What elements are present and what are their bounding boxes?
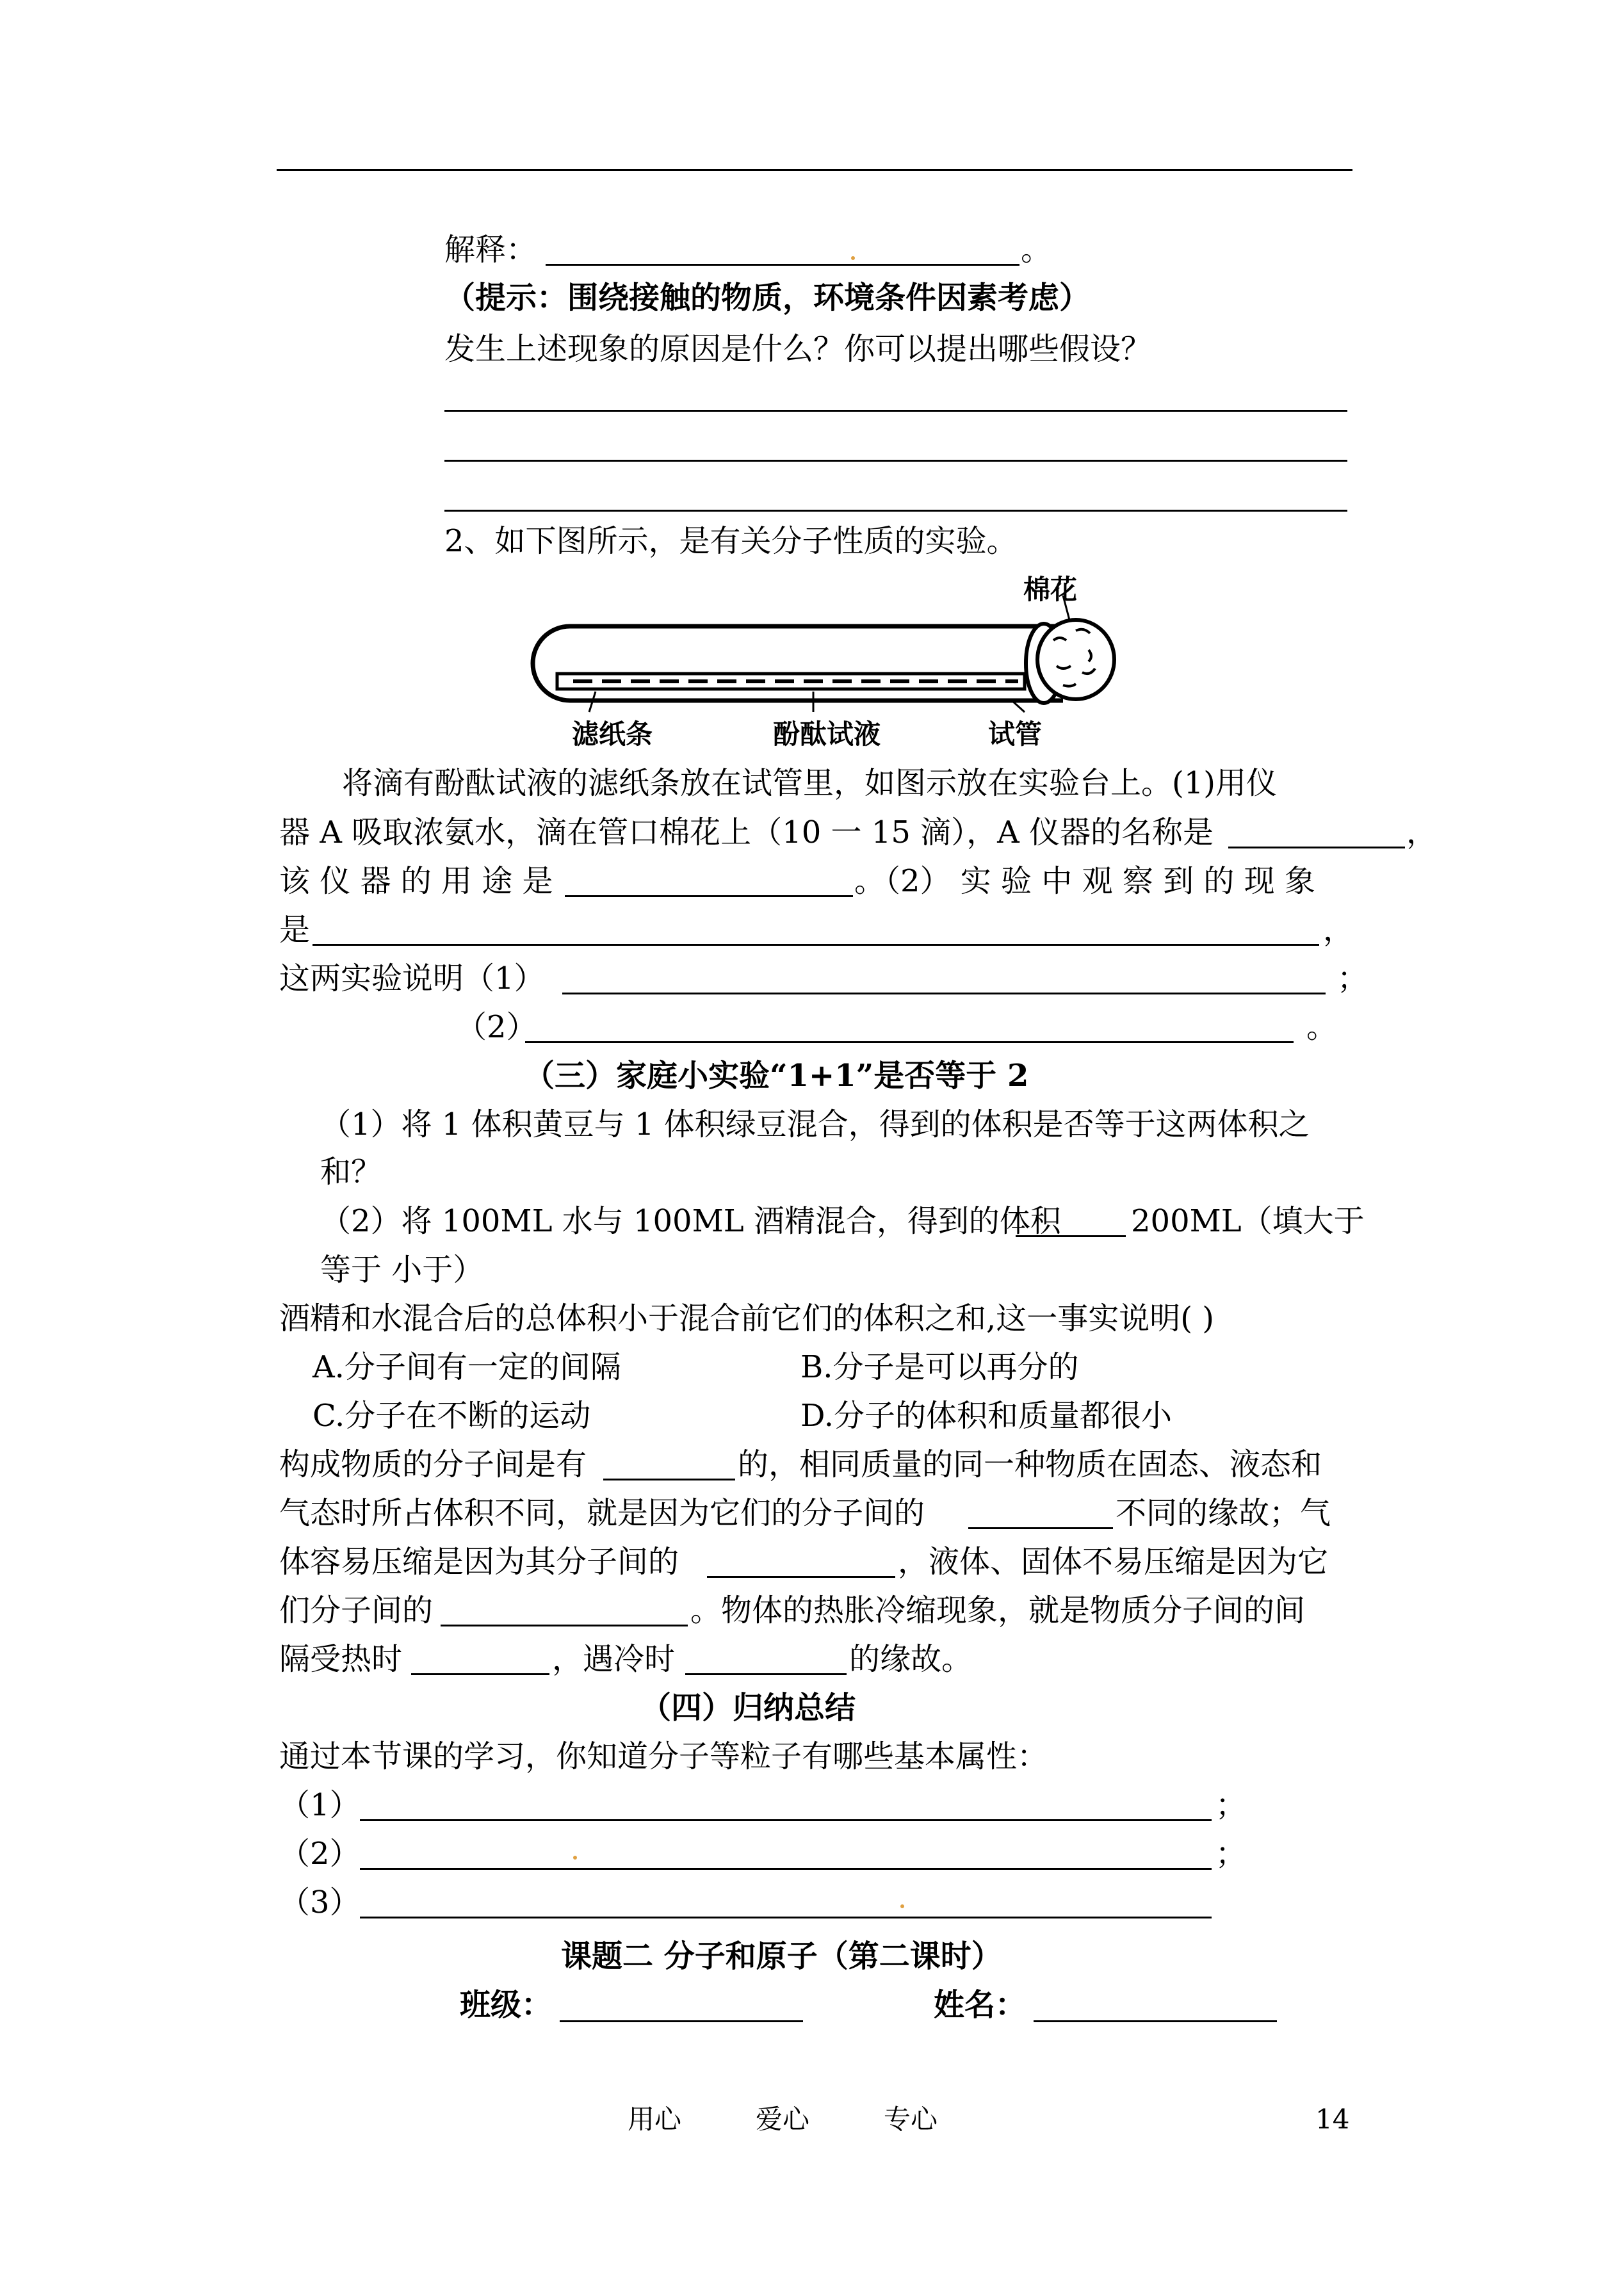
s4-item-3: （3） (279, 1885, 361, 1920)
s4-intro: 通过本节课的学习，你知道分子等粒子有哪些基本属性： (279, 1739, 1048, 1774)
speck (851, 256, 855, 260)
footer-motto-1: 用心 (628, 2104, 682, 2135)
footer-motto-2: 爱心 (756, 2104, 810, 2135)
section3-title: （三）家庭小实验“1+1”是否等于 2 (524, 1058, 1029, 1094)
fill-2a: 气态时所占体积不同，就是因为它们的分子间的 (279, 1495, 925, 1531)
option-b[interactable]: B.分子是可以再分的 (800, 1349, 1079, 1385)
speck (573, 1856, 577, 1860)
fill-blank-4[interactable] (441, 1625, 688, 1626)
s3-q1-line1: （1）将 1 体积黄豆与 1 体积绿豆混合，得到的体积是否等于这两体积之 (320, 1107, 1310, 1142)
fill-5a: 隔受热时 (279, 1641, 403, 1677)
class-blank[interactable] (560, 2020, 803, 2022)
explanation-label: 解释： (444, 232, 537, 268)
exp-conclusion-1: 这两实验说明（1） (279, 961, 545, 996)
label-tube: 试管 (988, 718, 1043, 750)
s4-blank-3[interactable] (360, 1917, 1212, 1918)
exp-conclusion-1-end: ； (1337, 961, 1368, 996)
fill-2b: 不同的缘故；气 (1116, 1495, 1331, 1531)
exp-text-2: 器 A 吸取浓氨水，滴在管口棉花上（10 一 15 滴），A 仪器的名称是 (279, 815, 1214, 850)
s4-blank-1[interactable] (360, 1819, 1212, 1821)
fill-1b: 的，相同质量的同一种物质在固态、液态和 (738, 1447, 1322, 1482)
hypothesis-line-2[interactable] (444, 460, 1347, 462)
s3-q2-line1a: （2）将 100ML 水与 100ML 酒精混合，得到的体积 (320, 1203, 1061, 1239)
fill-blank-6[interactable] (685, 1673, 847, 1675)
explanation-end: 。 (1021, 232, 1052, 268)
question-cause: 发生上述现象的原因是什么？你可以提出哪些假设？ (444, 331, 1152, 367)
hypothesis-line-1[interactable] (444, 410, 1347, 412)
item2-title: 2、如下图所示，是有关分子性质的实验。 (444, 523, 1018, 559)
exp-text-3a: 该 仪 器 的 用 途 是 (279, 863, 553, 899)
volume-blank[interactable] (1016, 1235, 1126, 1237)
exp-conclusion-2: （2） (456, 1009, 537, 1045)
s4-item-1: （1） (279, 1787, 361, 1823)
exp-text-4-end: ， (1323, 912, 1354, 948)
page-number: 14 (1315, 2104, 1350, 2135)
class-label: 班级： (460, 1987, 553, 2023)
s3-q2-line2: 等于 小于） (320, 1252, 484, 1288)
header-rule (277, 169, 1352, 171)
speck (900, 1904, 904, 1908)
observation-blank[interactable] (313, 944, 1319, 946)
option-c[interactable]: C.分子在不断的运动 (313, 1398, 591, 1434)
name-label: 姓名： (934, 1987, 1027, 2023)
s3-mc-question: 酒精和水混合后的总体积小于混合前它们的体积之和,这一事实说明( ) (279, 1301, 1214, 1336)
s4-item-1-end: ； (1215, 1787, 1247, 1823)
exp-text-1: 将滴有酚酞试液的滤纸条放在试管里，如图示放在实验台上。(1)用仪 (342, 765, 1277, 801)
option-d[interactable]: D.分子的体积和质量都很小 (800, 1398, 1173, 1434)
hypothesis-line-3[interactable] (444, 510, 1347, 512)
label-filter-paper: 滤纸条 (572, 718, 653, 750)
section4-title: （四）归纳总结 (640, 1690, 856, 1726)
next-topic-title: 课题二 分子和原子（第二课时） (561, 1938, 1002, 1974)
fill-4b: 。物体的热胀冷缩现象，就是物质分子间的间 (690, 1593, 1306, 1628)
fill-blank-2[interactable] (968, 1527, 1113, 1529)
s3-q2-line1b: 200ML（填大于 (1131, 1203, 1365, 1239)
exp-text-3b: 。（2） 实 验 中 观 察 到 的 现 象 (854, 863, 1315, 899)
explanation-blank[interactable] (546, 264, 1019, 266)
option-a[interactable]: A.分子间有一定的间隔 (313, 1349, 621, 1385)
exp-text-4: 是 (279, 912, 311, 948)
conclusion-2-blank[interactable] (525, 1041, 1294, 1043)
hint-text: （提示：围绕接触的物质，环境条件因素考虑） (444, 280, 1091, 316)
instrument-name-blank[interactable] (1228, 847, 1405, 848)
label-phenolphthalein: 酚酞试液 (773, 718, 881, 750)
exp-text-2-end: ， (1406, 815, 1438, 850)
fill-blank-5[interactable] (411, 1673, 549, 1675)
cotton (1037, 620, 1114, 699)
fill-5b: ，遇冷时 (552, 1641, 676, 1677)
fill-3a: 体容易压缩是因为其分子间的 (279, 1544, 679, 1580)
fill-1a: 构成物质的分子间是有 (279, 1447, 587, 1482)
fill-4a: 们分子间的 (279, 1593, 434, 1628)
fill-5c: 的缘故。 (849, 1641, 973, 1677)
s4-item-2-end: ； (1215, 1836, 1247, 1872)
fill-blank-1[interactable] (603, 1479, 735, 1480)
name-blank[interactable] (1034, 2020, 1277, 2022)
conclusion-1-blank[interactable] (562, 993, 1326, 994)
s3-q1-line2: 和？ (320, 1154, 382, 1190)
fill-blank-3[interactable] (707, 1576, 895, 1578)
exp-conclusion-2-end: 。 (1306, 1009, 1338, 1045)
s4-blank-2[interactable] (360, 1868, 1212, 1870)
s4-item-2: （2） (279, 1836, 361, 1872)
instrument-use-blank[interactable] (565, 895, 853, 897)
label-cotton: 棉花 (1023, 574, 1078, 605)
footer-motto-3: 专心 (884, 2104, 938, 2135)
fill-3b: ，液体、固体不易压缩是因为它 (898, 1544, 1329, 1580)
